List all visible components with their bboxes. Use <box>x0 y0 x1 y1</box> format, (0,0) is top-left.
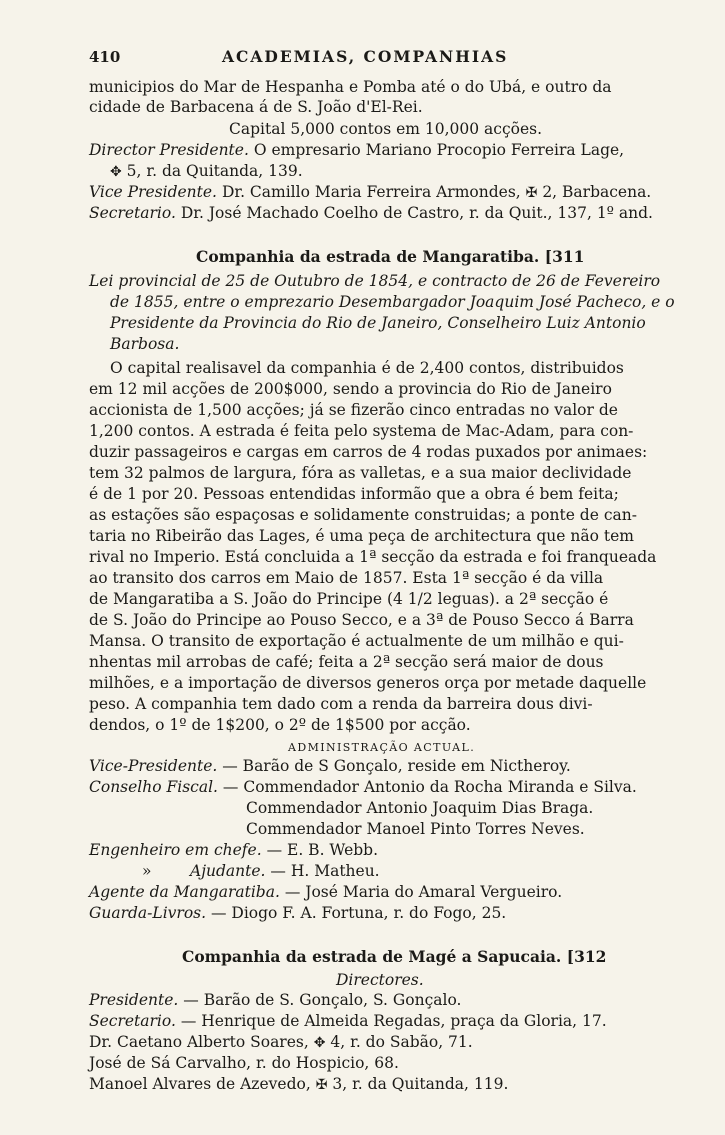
paragraph-line: accionista de 1,500 acções; já se fizerão cinco entradas no valor de <box>89 401 618 419</box>
role-label: Vice-Presidente. <box>89 757 218 775</box>
role-label: Conselho Fiscal. <box>89 778 218 796</box>
address-text: 4, r. do Sabão, 71. <box>330 1033 473 1051</box>
law-line: de 1855, entre o emprezario Desembargador Joaquim José Pacheco, e o <box>110 293 675 311</box>
admin-heading: ADMINISTRAÇÃO ACTUAL. <box>288 741 476 754</box>
director-line <box>89 140 624 160</box>
admin-entry <box>89 756 571 776</box>
paragraph-line: tem 32 palmos de largura, fóra as valletas, e a sua maior declividade <box>89 464 632 482</box>
paragraph-line: ao transito dos carros em Maio de 1857. Esta 1ª secção é da villa <box>89 569 604 587</box>
paragraph-line: de Mangaratiba a S. João do Principe (4 1/2 leguas). a 2ª secção é <box>89 590 609 608</box>
role-label: Ajudante. <box>190 862 266 880</box>
person-text: — Diogo F. A. Fortuna, r. do Fogo, 25. <box>210 904 507 922</box>
role-label: Engenheiro em chefe. <box>89 841 262 859</box>
running-title: ACADEMIAS, COMPANHIAS <box>222 47 509 66</box>
person-text: — José Maria do Amaral Vergueiro. <box>284 883 563 901</box>
paragraph-line: milhões, e a importação de diversos generos orça por metade daquelle <box>89 674 647 692</box>
role-label: Secretario. <box>89 204 176 222</box>
paragraph-line: em 12 mil acções de 200$000, sendo a provincia do Rio de Janeiro <box>89 380 612 398</box>
paragraph-line: dendos, o 1º de 1$200, o 2º de 1$500 por acção. <box>89 716 471 734</box>
paragraph-line: 1,200 contos. A estrada é feita pelo systema de Mac-Adam, para con- <box>89 422 634 440</box>
admin-entry <box>89 840 378 860</box>
section-heading <box>196 247 584 267</box>
paragraph-line: de S. João do Principe ao Pouso Secco, e a 3ª de Pouso Secco á Barra <box>89 611 634 629</box>
role-label: Vice Presidente. <box>89 183 217 201</box>
admin-entry <box>89 882 562 902</box>
director-entry <box>89 990 461 1010</box>
vice-line <box>89 182 651 203</box>
director-entry <box>89 1074 508 1095</box>
address-text: 3, r. da Quitanda, 119. <box>332 1075 509 1093</box>
secretary-line <box>89 203 653 223</box>
person-text: Dr. José Machado Coelho de Castro, r. da Quit., 137, 1º and. <box>180 204 653 222</box>
person-text: — Commendador Antonio da Rocha Miranda e Silva. <box>222 778 637 796</box>
paragraph-line: duzir passageiros e cargas em carros de 4 rodas puxados por animaes: <box>89 443 648 461</box>
address-text: 5, r. da Quitanda, 139. <box>126 162 303 180</box>
paragraph-line: rival no Imperio. Está concluida a 1ª secção da estrada e foi franqueada <box>89 548 657 566</box>
person-text: — Barão de S. Gonçalo, S. Gonçalo. <box>183 991 462 1009</box>
role-label: Director Presidente. <box>89 141 249 159</box>
person-text: Manoel Alvares de Azevedo, <box>89 1075 311 1093</box>
paragraph-line: é de 1 por 20. Pessoas entendidas informão que a obra é bem feita; <box>89 485 619 503</box>
capital-line: Capital 5,000 contos em 10,000 acções. <box>229 120 543 138</box>
admin-entry <box>190 861 380 881</box>
ditto-mark: » <box>142 862 152 880</box>
admin-entry <box>89 777 637 797</box>
directors-heading: Directores. <box>336 971 424 989</box>
paragraph-line: nhentas mil arrobas de café; feita a 2ª secção será maior de dous <box>89 653 604 671</box>
order-of-christ-cross-icon: ✠ <box>315 1077 328 1093</box>
law-line: Lei provincial de 25 de Outubro de 1854, e contracto de 26 de Fevereiro <box>89 272 661 290</box>
order-of-the-rose-icon: ✥ <box>110 164 122 180</box>
order-of-christ-cross-icon: ✠ <box>525 185 538 201</box>
paragraph-line: O capital realisavel da companhia é de 2,400 contos, distribuidos <box>110 359 624 377</box>
person-text: — H. Matheu. <box>270 862 380 880</box>
person-text: O empresario Mariano Procopio Ferreira Lage, <box>253 141 625 159</box>
director-entry <box>89 1011 607 1031</box>
paragraph-line: taria no Ribeirão das Lages, é uma peça de architectura que não tem <box>89 527 634 545</box>
section-title: Companhia da estrada de Mangaratiba. <box>196 247 540 266</box>
page-number: 410 <box>89 48 121 66</box>
person-text: — E. B. Webb. <box>266 841 379 859</box>
order-of-the-rose-icon: ✥ <box>313 1035 326 1051</box>
director-entry: José de Sá Carvalho, r. do Hospicio, 68. <box>89 1054 399 1072</box>
admin-entry: Commendador Manoel Pinto Torres Neves. <box>246 820 585 838</box>
role-label: Presidente. <box>89 991 179 1009</box>
role-label: Agente da Mangaratiba. <box>89 883 280 901</box>
director-entry <box>89 1032 473 1053</box>
section-number: [311 <box>544 247 585 266</box>
paragraph-line: peso. A companhia tem dado com a renda da barreira dous divi- <box>89 695 593 713</box>
paragraph-line: Mansa. O transito de exportação é actualmente de um milhão e qui- <box>89 632 624 650</box>
role-label: Secretario. <box>89 1012 176 1030</box>
person-text: Dr. Caetano Alberto Soares, <box>89 1033 309 1051</box>
admin-entry <box>89 903 506 923</box>
admin-entry: Commendador Antonio Joaquim Dias Braga. <box>246 799 594 817</box>
person-text: Dr. Camillo Maria Ferreira Armondes, <box>221 183 521 201</box>
section-heading <box>182 947 606 967</box>
section-title: Companhia da estrada de Magé a Sapucaia. <box>182 947 562 966</box>
role-label: Guarda-Livros. <box>89 904 207 922</box>
law-line: Barbosa. <box>110 335 180 353</box>
address-line <box>110 161 303 182</box>
intro-line: cidade de Barbacena á de S. João d'El-Rei. <box>89 98 423 116</box>
person-text: — Henrique de Almeida Regadas, praça da Gloria, 17. <box>180 1012 607 1030</box>
person-text: — Barão de S Gonçalo, reside em Nictheroy. <box>222 757 571 775</box>
address-text: 2, Barbacena. <box>542 183 652 201</box>
intro-line: municipios do Mar de Hespanha e Pomba até o do Ubá, e outro da <box>89 78 612 96</box>
paragraph-line: as estações são espaçosas e solidamente construidas; a ponte de can- <box>89 506 637 524</box>
section-number: [312 <box>566 947 607 966</box>
law-line: Presidente da Provincia do Rio de Janeiro, Conselheiro Luiz Antonio <box>110 314 646 332</box>
